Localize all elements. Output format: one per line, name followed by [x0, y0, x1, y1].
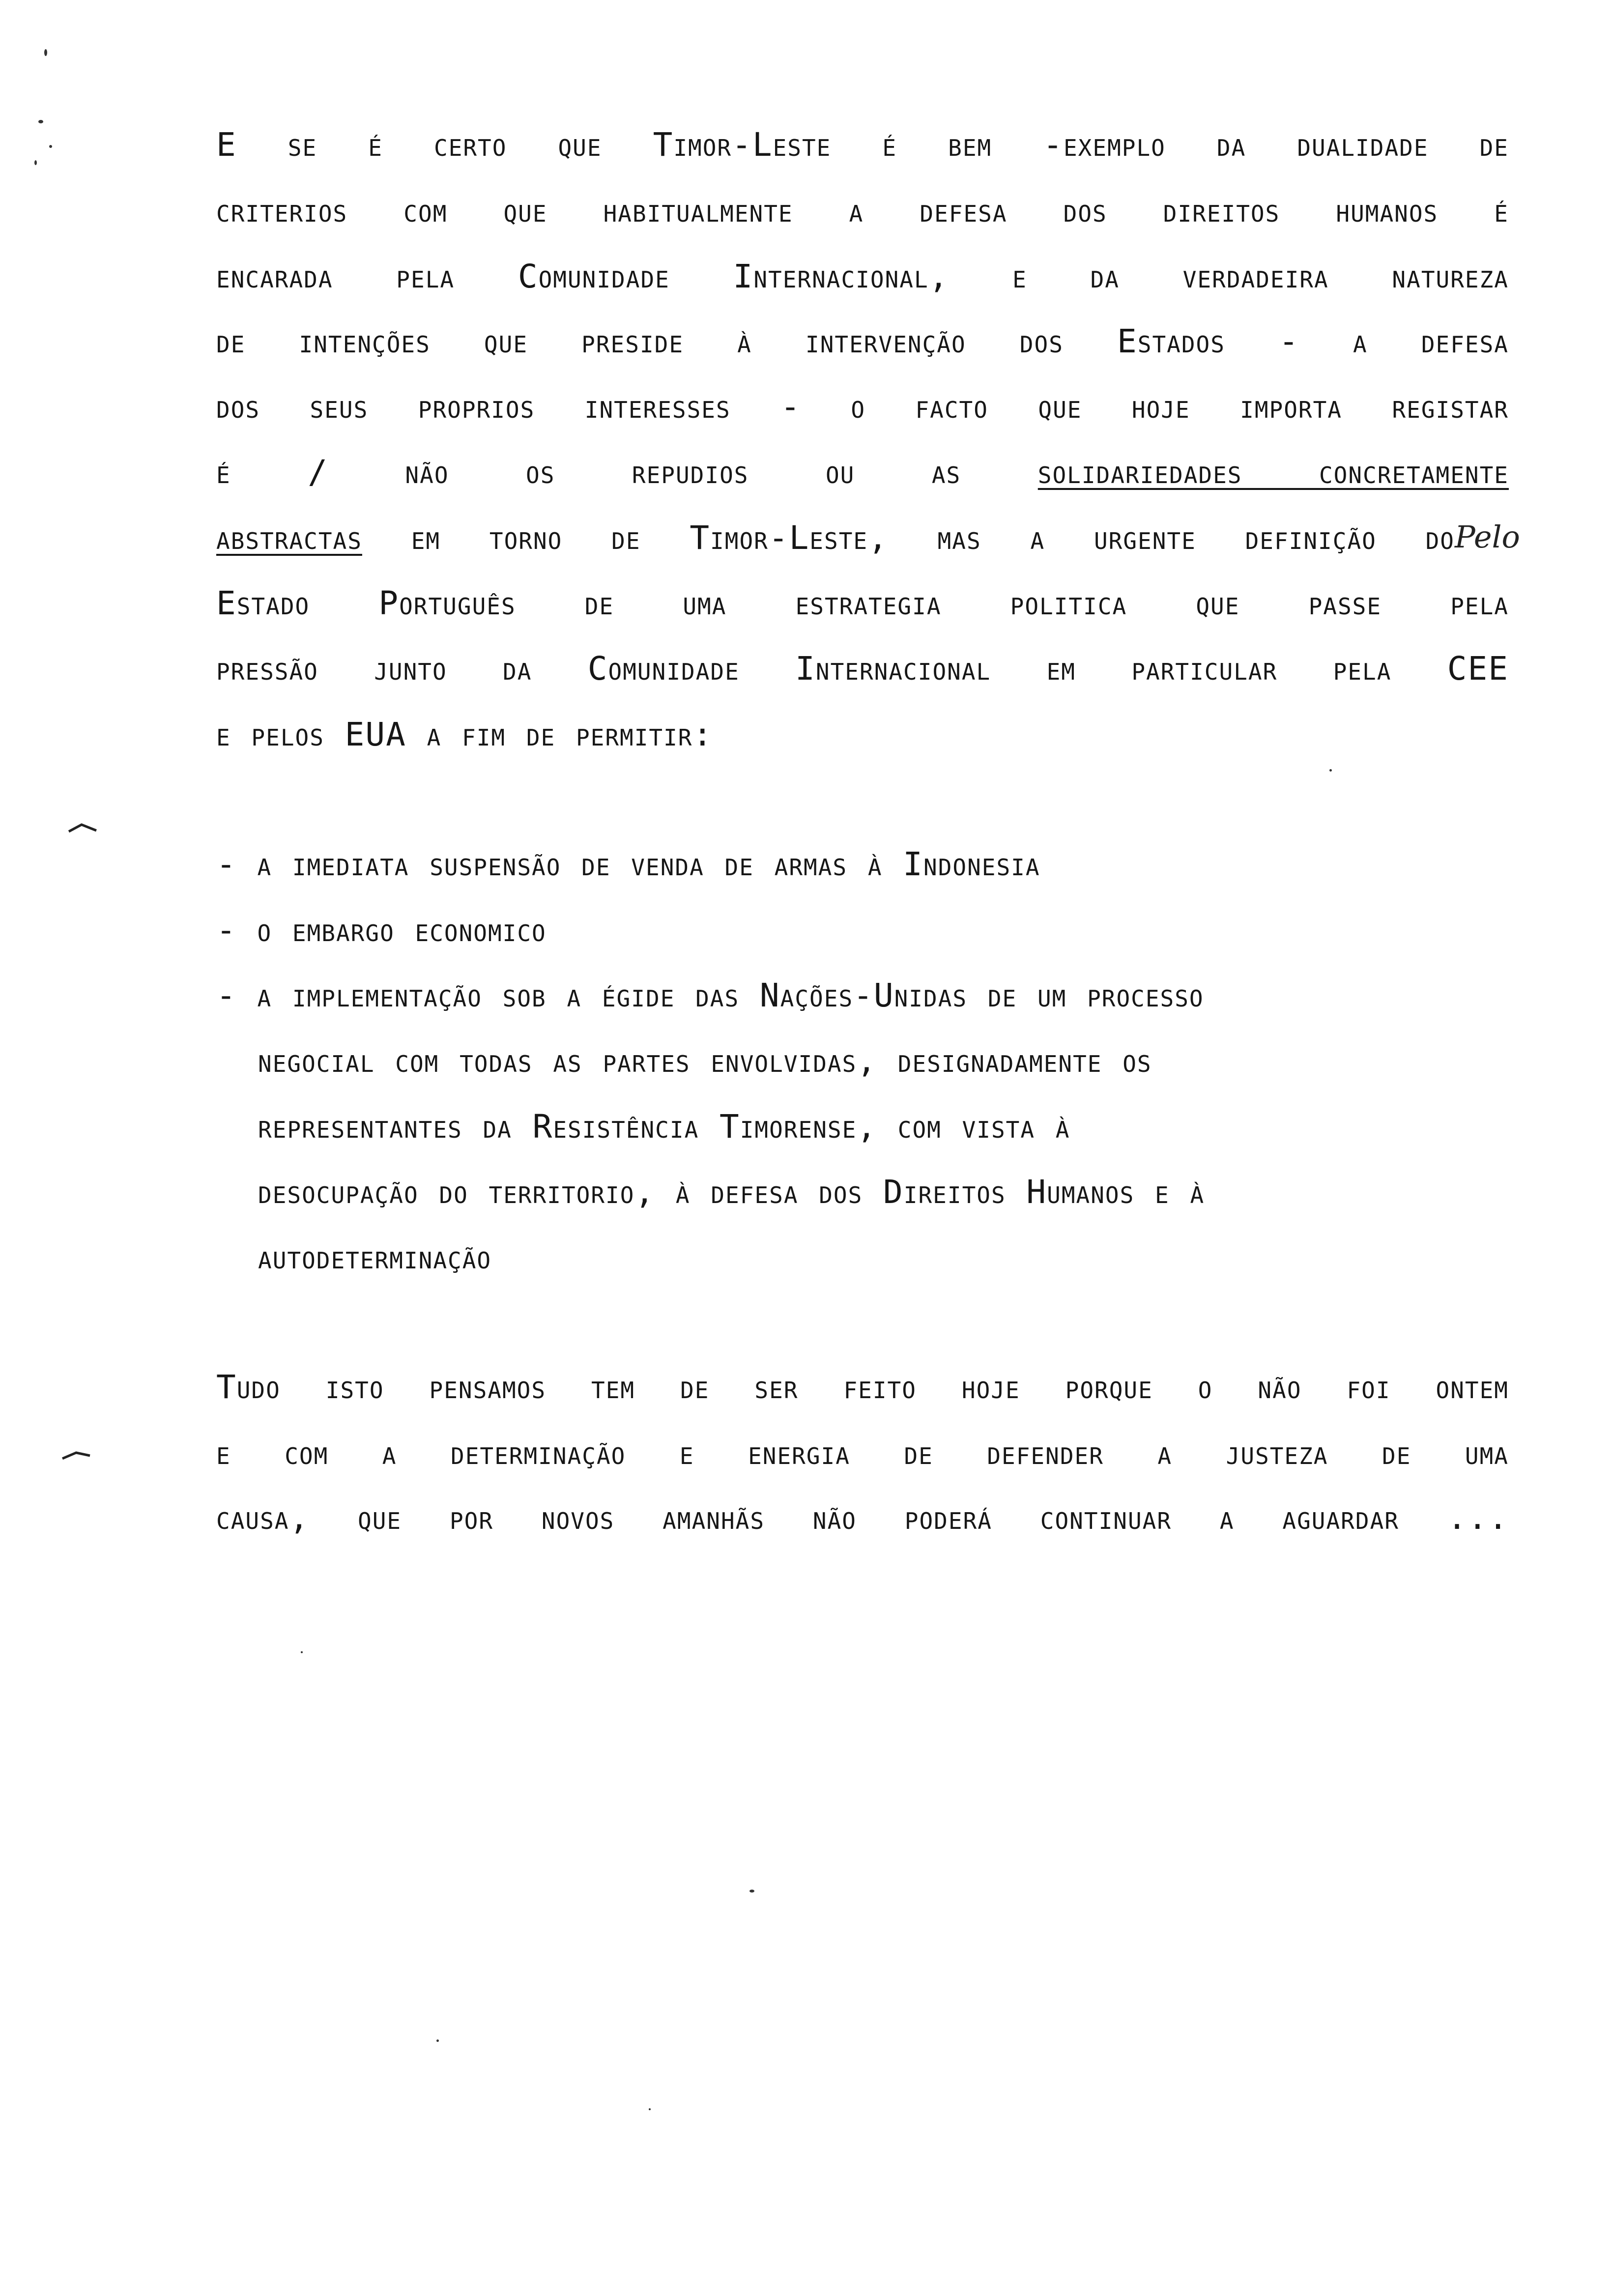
- margin-speck: [44, 49, 47, 56]
- list-item-3-continuation-4: autodeterminação: [258, 1238, 492, 1276]
- margin-speck: [49, 145, 52, 148]
- paragraph-1-line-2: criterios com que habitualmente a defesa dos direitos humanos é: [216, 192, 1509, 230]
- list-item-3-continuation-2: representantes da Resistência Timorense, com vista à: [258, 1108, 1070, 1146]
- paragraph-1-line-1: E se é certo que Timor-Leste é bem -exemplo da dualidade de: [216, 126, 1509, 164]
- list-item-3-continuation-3: desocupação do territorio, à defesa dos Direitos Humanos e à: [258, 1173, 1205, 1211]
- line-6-text: é / não os repudios ou as: [216, 453, 1038, 491]
- list-item-1: - a imediata suspensão de venda de armas à Indonesia: [216, 845, 1040, 883]
- page-speck: [436, 2039, 439, 2042]
- list-item-3-continuation-1: negocial com todas as partes envolvidas, designadamente os: [258, 1042, 1152, 1080]
- paragraph-1-line-4: de intenções que preside à intervenção dos Estados - a defesa: [216, 322, 1509, 360]
- list-item-2: - o embargo economico: [216, 911, 547, 949]
- line-7-text: em torno de Timor-Leste, mas a urgente definição do: [362, 519, 1455, 557]
- paragraph-1-line-8: Estado Português de uma estrategia politica que passe pela: [216, 584, 1509, 622]
- paragraph-2-line-2: e com a determinação e energia de defender a justeza de uma: [216, 1434, 1509, 1472]
- list-item-3: - a implementação sob a égide das Nações-Unidas de um processo: [216, 976, 1204, 1014]
- paragraph-2-line-1: Tudo isto pensamos tem de ser feito hoje porque o não foi ontem: [216, 1368, 1509, 1406]
- paragraph-1-line-5: dos seus proprios interesses - o facto que hoje importa registar: [216, 388, 1509, 426]
- page-speck: [649, 2108, 651, 2110]
- paragraph-1-line-3: encarada pela Comunidade Internacional, e da verdadeira natureza: [216, 258, 1509, 295]
- underlined-phrase-part-2: abstractas: [216, 519, 362, 557]
- paragraph-1-line-6: [216, 450, 1509, 494]
- paragraph-1-line-7: [216, 516, 1455, 560]
- underlined-phrase-part-1: solidariedades concretamente: [1037, 453, 1509, 491]
- page-speck: [301, 1651, 303, 1653]
- margin-speck: [34, 160, 37, 165]
- paragraph-1-line-9: pressão junto da Comunidade Internacional em particular pela CEE: [216, 650, 1509, 688]
- paragraph-1-line-10: e pelos EUA a fim de permitir:: [216, 716, 714, 753]
- handwritten-correction: Pelo: [1455, 519, 1520, 555]
- page-speck: [1329, 769, 1332, 772]
- paragraph-2-line-3: causa, que por novos amanhãs não poderá continuar a aguardar ...: [216, 1499, 1509, 1537]
- margin-tick-mark: [61, 1449, 91, 1461]
- margin-tick-mark: [68, 822, 97, 833]
- page-speck: [749, 1890, 754, 1893]
- margin-speck: [38, 120, 43, 123]
